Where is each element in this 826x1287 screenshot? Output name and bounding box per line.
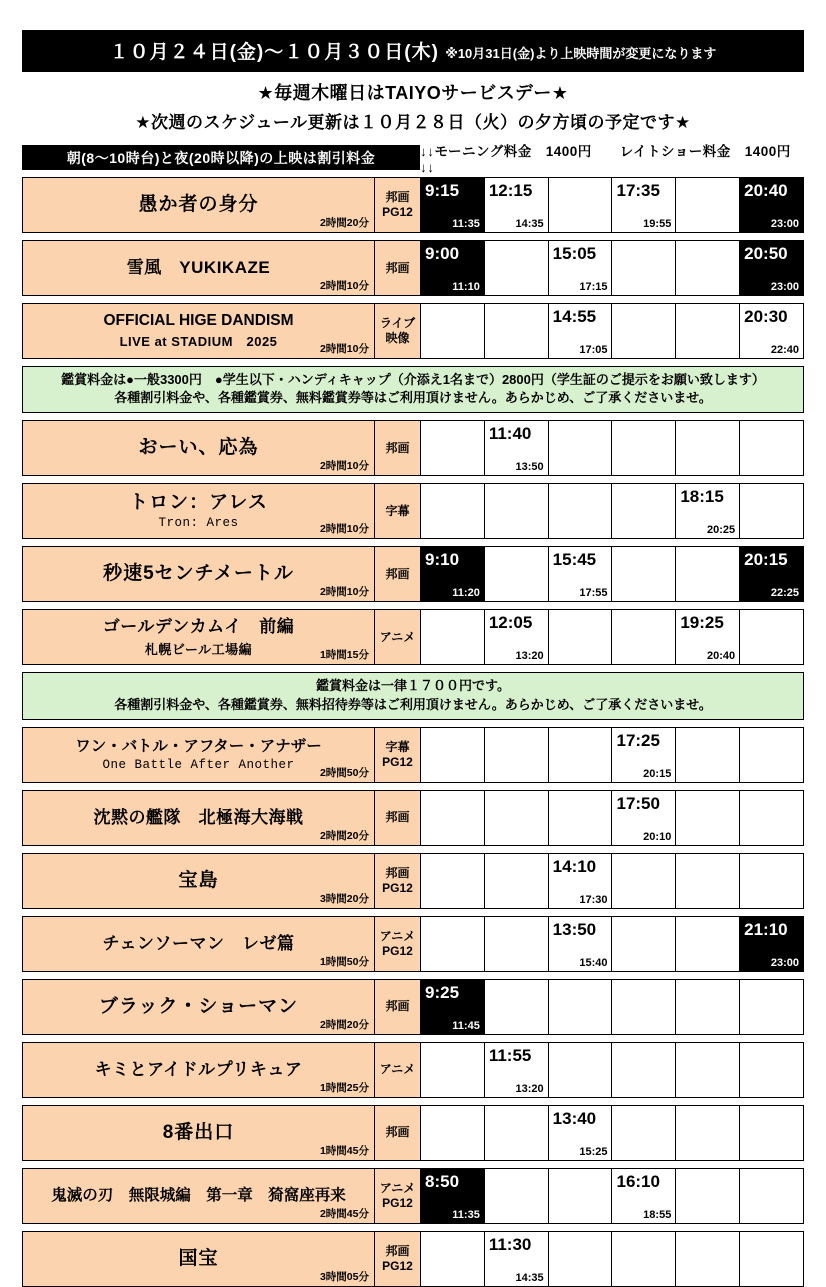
- film-duration: 2時間10分: [319, 343, 369, 355]
- film-title-cell: [23, 304, 375, 358]
- header-date-bar: [22, 30, 804, 72]
- showtime-cell-empty: [676, 728, 740, 782]
- film-tag-cell: [375, 1106, 421, 1160]
- film-title: ゴールデンカムイ 前編: [102, 617, 295, 637]
- film-title-cell: [23, 178, 375, 232]
- showtime-start: 9:15: [425, 181, 460, 200]
- film-title-cell: [23, 854, 375, 908]
- film-title: 愚か者の身分: [138, 194, 259, 216]
- showtime-start: 18:15: [680, 487, 724, 507]
- showtime-end: 17:55: [579, 587, 608, 600]
- showtime-cell-empty: [549, 1232, 613, 1286]
- film-row[interactable]: [22, 727, 804, 783]
- film-tag: アニメ: [379, 629, 416, 644]
- film-duration: 1時間45分: [319, 1144, 369, 1157]
- showtime-cell[interactable]: [740, 917, 803, 971]
- film-title: キミとアイドルプリキュア: [94, 1059, 303, 1079]
- film-title-cell: [23, 1106, 375, 1160]
- showtime-cell-empty: [549, 1169, 613, 1223]
- film-tag: 邦画: [385, 999, 410, 1014]
- film-tag-cell: [375, 1232, 421, 1286]
- showtime-start: 8:50: [425, 1171, 460, 1191]
- showtime-cell-empty: [612, 484, 676, 538]
- showtime-cell-empty: [676, 791, 740, 845]
- film-duration: 2時間10分: [319, 586, 369, 599]
- header-date-range: １０月２４日(金)〜１０月３０日(木): [109, 42, 439, 63]
- film-duration: 2時間45分: [319, 1207, 369, 1220]
- film-title: 沈黙の艦隊 北極海大海戦: [93, 807, 304, 827]
- showtime-start: 21:10: [744, 919, 788, 939]
- film-tag: 邦画: [385, 190, 410, 204]
- film-tag-cell: [375, 791, 421, 845]
- film-tag: PG12: [382, 1258, 413, 1273]
- showtime-cell[interactable]: [421, 1169, 485, 1223]
- header-service-day: ★毎週木曜日はTAIYOサービスデー★: [257, 83, 569, 103]
- showtime-end: 22:25: [770, 587, 799, 600]
- showtime-cell[interactable]: [485, 1043, 549, 1097]
- showtime-end: 13:20: [515, 650, 544, 663]
- film-tag: 邦画: [385, 810, 410, 825]
- showtime-start: 11:30: [488, 1234, 532, 1254]
- film-tag: 邦画: [385, 865, 410, 880]
- showtime-cell-empty: [612, 241, 676, 295]
- film-duration: 1時間15分: [319, 649, 369, 662]
- film-subtitle: 札幌ビール工場編: [144, 641, 253, 657]
- film-row[interactable]: [22, 420, 804, 476]
- showtime-cell-empty: [549, 421, 613, 475]
- showtime-slots: [421, 484, 803, 538]
- film-duration: 2時間20分: [319, 1018, 369, 1031]
- film-title: ブラック・ショーマン: [98, 995, 299, 1017]
- showtime-slots: [421, 178, 803, 232]
- film-list: [22, 177, 804, 1287]
- film-title-cell: [23, 421, 375, 475]
- film-tag: アニメ: [379, 928, 416, 943]
- showtime-cell[interactable]: [421, 241, 485, 295]
- showtime-cell-empty: [549, 178, 613, 232]
- showtime-cell-empty: [549, 1043, 613, 1097]
- film-subtitle: One Battle After Another: [102, 757, 295, 772]
- showtime-start: 14:55: [552, 307, 597, 326]
- showtime-start: 9:00: [425, 244, 460, 263]
- showtime-cell-empty: [676, 421, 740, 475]
- showtime-end: 11:35: [452, 218, 480, 230]
- showtime-cell-empty: [549, 980, 613, 1034]
- film-tag: PG12: [382, 754, 413, 769]
- showtime-slots: [421, 304, 803, 358]
- showtime-cell-empty: [485, 980, 549, 1034]
- film-duration: 2時間20分: [319, 829, 369, 842]
- film-title-cell: [23, 1232, 375, 1286]
- showtime-cell-empty: [485, 1106, 549, 1160]
- film-row[interactable]: [22, 1042, 804, 1098]
- showtime-cell-empty: [549, 791, 613, 845]
- film-duration: 2時間10分: [319, 280, 369, 292]
- showtime-cell-empty: [676, 1169, 740, 1223]
- showtime-end: 20:25: [707, 524, 736, 537]
- film-tag: 邦画: [385, 1243, 410, 1258]
- film-duration: 2時間20分: [319, 217, 369, 229]
- showtime-cell[interactable]: [421, 980, 485, 1034]
- film-duration: 3時間20分: [319, 892, 369, 905]
- film-title-cell: [23, 241, 375, 295]
- showtime-cell-empty: [676, 1043, 740, 1097]
- film-row[interactable]: [22, 546, 804, 602]
- showtime-cell-empty: [421, 917, 485, 971]
- showtime-cell[interactable]: [485, 178, 549, 232]
- showtime-cell-empty: [612, 980, 676, 1034]
- showtime-cell-empty: [676, 854, 740, 908]
- showtime-cell-empty: [485, 484, 549, 538]
- film-tag-cell: [375, 241, 421, 295]
- film-tag: 映像: [385, 331, 410, 345]
- showtime-cell[interactable]: [549, 304, 613, 358]
- film-title: 国宝: [178, 1247, 219, 1269]
- showtime-start: 17:50: [616, 793, 660, 813]
- showtime-cell-empty: [485, 241, 549, 295]
- showtime-cell-empty: [549, 728, 613, 782]
- film-row[interactable]: [22, 1105, 804, 1161]
- showtime-end: 14:35: [515, 218, 544, 230]
- showtime-end: 11:20: [452, 587, 480, 600]
- showtime-cell-empty: [740, 610, 803, 664]
- film-tag-cell: [375, 178, 421, 232]
- film-title: 雪風 YUKIKAZE: [126, 258, 271, 278]
- showtime-cell[interactable]: [485, 421, 549, 475]
- film-row[interactable]: [22, 609, 804, 665]
- showtime-cell-empty: [421, 791, 485, 845]
- showtime-cell-empty: [485, 917, 549, 971]
- showtime-slots: [421, 241, 803, 295]
- showtime-cell-empty: [740, 728, 803, 782]
- film-tag: 邦画: [385, 1125, 410, 1140]
- showtime-cell-empty: [612, 421, 676, 475]
- showtime-cell-empty: [740, 854, 803, 908]
- showtime-end: 14:35: [515, 1271, 544, 1284]
- film-tag-cell: [375, 484, 421, 538]
- showtime-end: 23:00: [770, 218, 799, 230]
- showtime-cell-empty: [549, 610, 613, 664]
- showtime-start: 20:15: [744, 550, 788, 570]
- showtime-end: 11:45: [452, 1019, 480, 1032]
- price-notice: [22, 366, 804, 413]
- showtime-cell[interactable]: [740, 304, 803, 358]
- film-row[interactable]: [22, 240, 804, 296]
- showtime-cell-empty: [676, 980, 740, 1034]
- film-title: おーい、応為: [138, 437, 259, 459]
- showtime-end: 17:15: [579, 281, 608, 293]
- showtime-end: 22:40: [770, 344, 799, 356]
- film-title-cell: [23, 728, 375, 782]
- film-title: 秒速5センチメートル: [103, 563, 294, 585]
- showtime-end: 15:40: [579, 956, 608, 969]
- film-title: ワン・バトル・アフター・アナザー: [75, 737, 322, 755]
- price-notice-line: 鑑賞料金は一律１７００円です。: [316, 678, 510, 694]
- showtime-start: 12:15: [488, 181, 533, 200]
- showtime-cell-empty: [612, 917, 676, 971]
- showtime-cell-empty: [676, 1232, 740, 1286]
- film-tag: 字幕: [385, 503, 410, 518]
- showtime-cell-empty: [612, 547, 676, 601]
- film-tag: 字幕: [385, 739, 410, 754]
- discount-strip: [22, 144, 804, 175]
- showtime-cell-empty: [421, 610, 485, 664]
- film-tag: PG12: [382, 205, 413, 219]
- showtime-end: 11:10: [452, 281, 480, 293]
- header-update-note: ★次週のスケジュール更新は１０月２８日（火）の夕方頃の予定です★: [135, 113, 691, 132]
- film-title-cell: [23, 610, 375, 664]
- showtime-slots: [421, 421, 803, 475]
- film-tag: 邦画: [385, 260, 410, 275]
- showtime-cell[interactable]: [421, 547, 485, 601]
- showtime-cell-empty: [485, 1169, 549, 1223]
- film-row[interactable]: [22, 916, 804, 972]
- showtime-cell-empty: [421, 1232, 485, 1286]
- showtime-cell[interactable]: [549, 547, 613, 601]
- showtime-start: 20:40: [744, 181, 788, 200]
- film-duration: 1時間50分: [319, 955, 369, 968]
- price-notice-line: 各種割引料金や、各種鑑賞券、無料招待券等はご利用頂けません。あらかじめ、ご了承くださいませ。: [114, 696, 712, 712]
- showtime-start: 11:40: [488, 424, 532, 444]
- showtime-end: 17:05: [579, 344, 608, 356]
- showtime-end: 17:30: [579, 893, 608, 906]
- showtime-start: 20:30: [744, 307, 788, 326]
- film-tag-cell: [375, 1043, 421, 1097]
- film-duration: 2時間10分: [319, 460, 369, 473]
- film-tag: アニメ: [379, 1180, 416, 1195]
- showtime-cell-empty: [485, 791, 549, 845]
- showtime-start: 14:10: [552, 856, 597, 876]
- film-row[interactable]: [22, 303, 804, 359]
- showtime-start: 17:25: [616, 730, 660, 750]
- showtime-slots: [421, 791, 803, 845]
- film-title-cell: [23, 1169, 375, 1223]
- discount-prices: ↓↓モーニング料金 1400円 レイトショー料金 1400円↓↓: [420, 144, 791, 175]
- film-title-cell: [23, 484, 375, 538]
- film-tag-cell: [375, 304, 421, 358]
- discount-label: 朝(8〜10時台)と夜(20時以降)の上映は割引料金: [22, 145, 420, 170]
- showtime-slots: [421, 917, 803, 971]
- showtime-end: 20:40: [707, 650, 736, 663]
- showtime-cell[interactable]: [612, 791, 676, 845]
- showtime-cell-empty: [612, 304, 676, 358]
- showtime-cell-empty: [676, 547, 740, 601]
- showtime-cell-empty: [612, 1106, 676, 1160]
- showtime-start: 15:05: [552, 244, 597, 263]
- film-tag: PG12: [382, 1195, 413, 1210]
- film-title: トロン：アレス: [129, 492, 268, 514]
- film-duration: 2時間10分: [319, 523, 369, 536]
- showtime-end: 20:10: [643, 830, 672, 843]
- showtime-cell-empty: [485, 854, 549, 908]
- showtime-end: 20:15: [643, 767, 672, 780]
- showtime-start: 9:10: [425, 550, 460, 570]
- showtime-cell-empty: [612, 854, 676, 908]
- showtime-end: 13:50: [515, 461, 544, 474]
- showtime-cell[interactable]: [740, 241, 803, 295]
- showtime-slots: [421, 1232, 803, 1286]
- showtime-slots: [421, 1106, 803, 1160]
- film-row[interactable]: [22, 1168, 804, 1224]
- showtime-cell-empty: [676, 917, 740, 971]
- film-tag: アニメ: [379, 1062, 416, 1077]
- film-tag-cell: [375, 547, 421, 601]
- showtime-start: 19:25: [680, 613, 724, 633]
- film-tag-cell: [375, 980, 421, 1034]
- showtime-start: 15:45: [552, 550, 597, 570]
- showtime-slots: [421, 1043, 803, 1097]
- film-row[interactable]: [22, 177, 804, 233]
- showtime-cell[interactable]: [740, 547, 803, 601]
- film-tag-cell: [375, 610, 421, 664]
- film-tag-cell: [375, 728, 421, 782]
- film-title: チェンソーマン レゼ篇: [102, 933, 295, 953]
- showtime-end: 11:35: [452, 1208, 480, 1221]
- price-notice-line: 各種割引料金や、各種鑑賞券、無料鑑賞券等はご利用頂けません。あらかじめ、ご了承くださいませ。: [114, 390, 712, 406]
- showtime-cell-empty: [421, 1043, 485, 1097]
- showtime-start: 9:25: [425, 982, 460, 1002]
- showtime-start: 11:55: [488, 1045, 532, 1065]
- showtime-cell[interactable]: [421, 178, 485, 232]
- showtime-end: 23:00: [770, 956, 799, 969]
- showtime-cell-empty: [421, 484, 485, 538]
- film-tag-cell: [375, 1169, 421, 1223]
- film-tag: PG12: [382, 880, 413, 895]
- showtime-cell[interactable]: [676, 610, 740, 664]
- film-tag: 邦画: [385, 440, 410, 455]
- film-tag-cell: [375, 854, 421, 908]
- showtime-cell-empty: [612, 610, 676, 664]
- showtime-cell-empty: [421, 728, 485, 782]
- showtime-slots: [421, 1169, 803, 1223]
- showtime-cell[interactable]: [485, 610, 549, 664]
- showtime-start: 17:35: [616, 181, 660, 200]
- showtime-cell[interactable]: [549, 1106, 613, 1160]
- price-notice: [22, 672, 804, 719]
- film-subtitle: LIVE at STADIUM 2025: [119, 334, 278, 350]
- film-tag: ライブ: [379, 316, 416, 330]
- showtime-end: 18:55: [643, 1208, 672, 1221]
- film-subtitle: Tron: Ares: [158, 516, 239, 531]
- showtime-cell-empty: [485, 728, 549, 782]
- showtime-cell-empty: [676, 304, 740, 358]
- showtime-cell[interactable]: [549, 241, 613, 295]
- showtime-cell-empty: [485, 547, 549, 601]
- film-title-cell: [23, 791, 375, 845]
- film-title-cell: [23, 980, 375, 1034]
- film-title: 鬼滅の刃 無限城編 第一章 猗窩座再来: [51, 1186, 346, 1204]
- film-title: 8番出口: [162, 1121, 235, 1143]
- showtime-start: 16:10: [616, 1171, 660, 1191]
- showtime-end: 15:25: [579, 1145, 608, 1158]
- showtime-slots: [421, 854, 803, 908]
- showtime-cell-empty: [740, 1043, 803, 1097]
- showtime-cell-empty: [740, 1232, 803, 1286]
- showtime-cell-empty: [740, 1169, 803, 1223]
- film-duration: 2時間50分: [319, 766, 369, 779]
- showtime-end: 23:00: [770, 281, 799, 293]
- showtime-slots: [421, 610, 803, 664]
- film-duration: 1時間25分: [319, 1081, 369, 1094]
- film-tag: PG12: [382, 943, 413, 958]
- showtime-slots: [421, 728, 803, 782]
- showtime-cell-empty: [676, 178, 740, 232]
- showtime-cell[interactable]: [612, 178, 676, 232]
- showtime-slots: [421, 547, 803, 601]
- showtime-cell[interactable]: [549, 854, 613, 908]
- showtime-cell-empty: [612, 1232, 676, 1286]
- film-duration: 3時間05分: [319, 1270, 369, 1283]
- showtime-cell-empty: [549, 484, 613, 538]
- showtime-cell-empty: [421, 1106, 485, 1160]
- film-row[interactable]: [22, 853, 804, 909]
- film-tag-cell: [375, 917, 421, 971]
- showtime-cell-empty: [421, 304, 485, 358]
- showtime-cell[interactable]: [612, 728, 676, 782]
- showtime-cell-empty: [740, 1106, 803, 1160]
- showtime-cell-empty: [421, 854, 485, 908]
- showtime-cell[interactable]: [676, 484, 740, 538]
- film-row[interactable]: [22, 483, 804, 539]
- showtime-cell-empty: [676, 241, 740, 295]
- showtime-start: 20:50: [744, 244, 788, 263]
- showtime-end: 19:55: [643, 218, 672, 230]
- showtime-end: 13:20: [515, 1082, 544, 1095]
- film-row[interactable]: [22, 1231, 804, 1287]
- price-notice-line: 鑑賞料金は●一般3300円 ●学生以下・ハンディキャップ（介添え1名まで）2800円（学生証のご提示をお願い致します）: [61, 372, 765, 387]
- showtime-cell-empty: [740, 980, 803, 1034]
- showtime-cell-empty: [740, 791, 803, 845]
- film-title: 宝島: [178, 869, 219, 891]
- film-row[interactable]: [22, 979, 804, 1035]
- showtime-cell-empty: [740, 421, 803, 475]
- showtime-cell[interactable]: [740, 178, 803, 232]
- film-tag-cell: [375, 421, 421, 475]
- showtime-cell-empty: [740, 484, 803, 538]
- showtime-cell-empty: [485, 304, 549, 358]
- showtime-cell[interactable]: [549, 917, 613, 971]
- film-tag: 邦画: [385, 566, 410, 581]
- header-date-note: ※10月31日(金)より上映時間が変更になります: [445, 46, 717, 61]
- showtime-start: 13:40: [552, 1108, 597, 1128]
- showtime-cell[interactable]: [485, 1232, 549, 1286]
- showtime-start: 12:05: [488, 613, 533, 633]
- showtime-cell-empty: [676, 1106, 740, 1160]
- film-title: OFFICIAL HIGE DANDISM: [103, 311, 294, 329]
- film-title-cell: [23, 1043, 375, 1097]
- showtime-cell-empty: [612, 1043, 676, 1097]
- film-title-cell: [23, 547, 375, 601]
- showtime-cell-empty: [421, 421, 485, 475]
- showtime-start: 13:50: [552, 919, 597, 939]
- showtime-slots: [421, 980, 803, 1034]
- film-title-cell: [23, 917, 375, 971]
- showtime-cell[interactable]: [612, 1169, 676, 1223]
- film-row[interactable]: [22, 790, 804, 846]
